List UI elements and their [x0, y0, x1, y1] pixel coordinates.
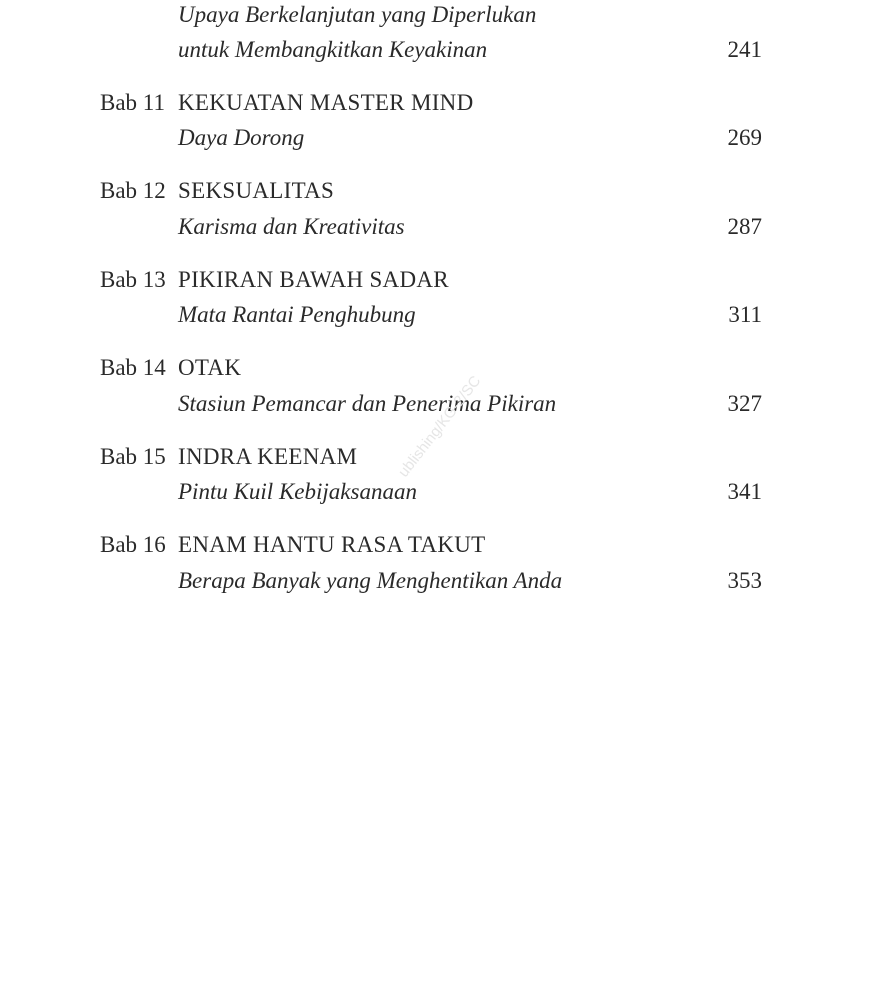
chapter-page-number: 353	[727, 568, 762, 593]
chapter-page-number: 269	[727, 125, 762, 150]
chapter-page-number: 311	[728, 302, 762, 327]
chapter-label: Bab 14	[100, 355, 166, 380]
chapter-subtitle: Karisma dan Kreativitas	[178, 214, 405, 239]
chapter-page-number: 287	[727, 214, 762, 239]
continued-subtitle-line-1: Upaya Berkelanjutan yang Diperlukan	[178, 2, 537, 27]
watermark: ublishing/KG-2/SC	[395, 372, 485, 481]
chapter-title: PIKIRAN BAWAH SADAR	[178, 267, 449, 292]
chapter-title: OTAK	[178, 355, 242, 380]
chapter-subtitle: Stasiun Pemancar dan Penerima Pikiran	[178, 391, 557, 416]
chapter-label: Bab 11	[100, 90, 165, 115]
chapter-subtitle: Daya Dorong	[178, 125, 305, 150]
chapter-subtitle: Mata Rantai Penghubung	[178, 302, 416, 327]
chapter-subtitle: Pintu Kuil Kebijaksanaan	[178, 479, 417, 504]
chapter-title: SEKSUALITAS	[178, 178, 335, 203]
chapter-page-number: 327	[727, 391, 762, 416]
chapter-label: Bab 13	[100, 267, 166, 292]
chapter-page-number: 341	[727, 479, 762, 504]
continued-page-number: 241	[727, 37, 762, 62]
chapter-label: Bab 12	[100, 178, 166, 203]
continued-subtitle-line-2: untuk Membangkitkan Keyakinan	[178, 37, 488, 62]
chapter-title: ENAM HANTU RASA TAKUT	[178, 532, 486, 557]
chapter-subtitle: Berapa Banyak yang Menghentikan Anda	[178, 568, 563, 593]
chapter-label: Bab 16	[100, 532, 166, 557]
chapter-title: INDRA KEENAM	[178, 444, 358, 469]
chapter-label: Bab 15	[100, 444, 166, 469]
chapter-title: KEKUATAN MASTER MIND	[178, 90, 474, 115]
